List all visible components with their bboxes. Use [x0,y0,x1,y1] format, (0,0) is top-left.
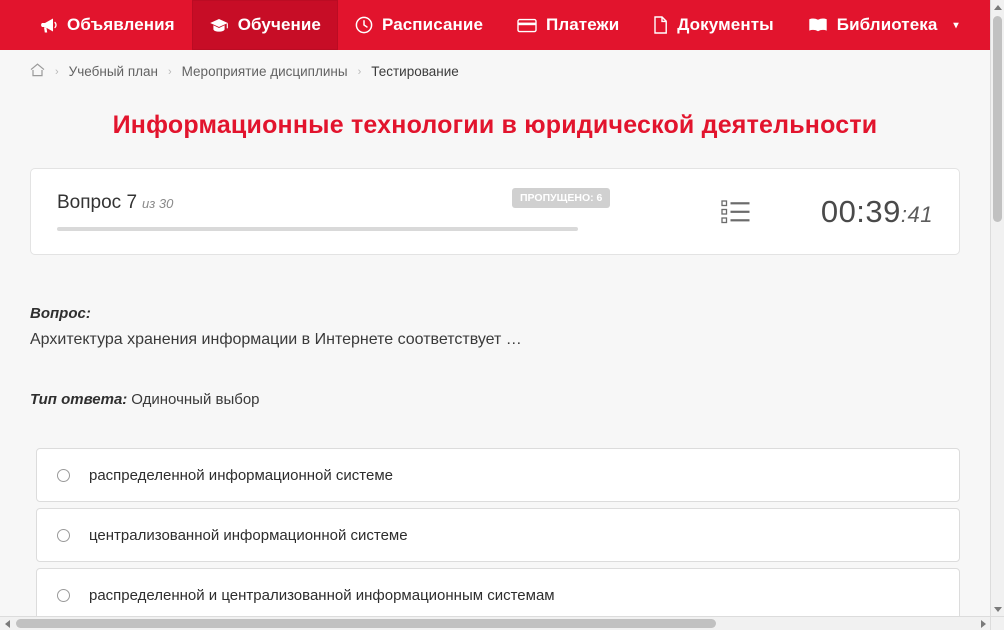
nav-item-library[interactable] [791,0,976,50]
nav-item-label: Расписание [381,15,484,34]
radio-button-icon[interactable] [57,529,70,542]
scroll-up-arrow[interactable] [991,0,1004,14]
breadcrumb [0,50,990,91]
answer-option[interactable] [36,448,960,502]
megaphone-icon [39,17,58,34]
breadcrumb-separator: › [167,65,172,78]
status-badge: ПРОПУЩЕНО: 6 [512,188,610,208]
credit-card-icon [517,18,537,33]
radio-button-icon[interactable] [57,469,70,482]
scrollbar-corner [990,616,1004,630]
question-label: Вопрос: [30,305,91,322]
breadcrumb-separator: › [55,65,59,78]
quiz-progress-area [57,192,617,231]
radio-button-icon[interactable] [57,589,70,602]
scroll-down-arrow[interactable] [991,602,1004,616]
page-title: Информационные технологии в юридической деятельности [112,111,878,139]
scroll-left-arrow[interactable] [0,617,14,630]
document-icon [653,16,668,34]
question-number: Вопрос 7 [57,192,138,213]
scroll-right-arrow[interactable] [976,617,990,630]
answer-option[interactable] [36,508,960,562]
answer-option-label: распределенной информационной системе [89,466,393,484]
answer-option-label: централизованной информационной системе [89,526,408,544]
home-icon[interactable] [30,63,45,80]
answer-type-label: Тип ответа: [30,391,128,408]
main-navigation [0,0,990,50]
chevron-down-icon: ▾ [953,19,959,31]
breadcrumb-item-curriculum[interactable]: Учебный план [68,64,158,79]
breadcrumb-separator: › [357,65,362,78]
answer-type-value: Одиночный выбор [131,391,260,408]
quiz-header-card [30,168,960,255]
answer-options [36,448,960,616]
timer-seconds: :41 [900,201,933,227]
breadcrumb-item-testing: Тестирование [371,64,459,79]
nav-item-label: Документы [677,15,774,34]
book-icon [808,17,828,33]
nav-item-announcements[interactable] [22,0,192,50]
question-list-icon[interactable] [713,199,759,225]
breadcrumb-item-discipline-event[interactable]: Мероприятие дисциплины [181,64,348,79]
horizontal-scrollbar[interactable] [0,616,990,630]
clock-icon [355,16,373,34]
question-body [0,305,990,408]
nav-item-learning[interactable] [192,0,338,50]
nav-item-label: Платежи [546,15,620,34]
answer-option-label: распределенной и централизованной информационным системам [89,586,555,604]
answer-option[interactable] [36,568,960,616]
progress-bar [57,227,578,231]
timer-minutes: 00:39 [820,193,901,229]
question-text: Архитектура хранения информации в Интернете соответствует … [30,331,522,348]
graduation-cap-icon [209,17,229,34]
nav-item-documents[interactable] [636,0,790,50]
question-total: из 30 [142,196,174,211]
answer-type-row [30,391,960,408]
nav-item-payments[interactable] [500,0,636,50]
vertical-scrollbar-thumb[interactable] [993,16,1002,222]
nav-item-label: Обучение [237,15,321,34]
nav-item-schedule[interactable] [338,0,500,50]
vertical-scrollbar[interactable] [990,0,1004,616]
quiz-timer [821,194,933,230]
horizontal-scrollbar-thumb[interactable] [16,619,716,628]
nav-item-label: Библиотека [836,15,938,34]
nav-item-label: Объявления [67,15,175,34]
